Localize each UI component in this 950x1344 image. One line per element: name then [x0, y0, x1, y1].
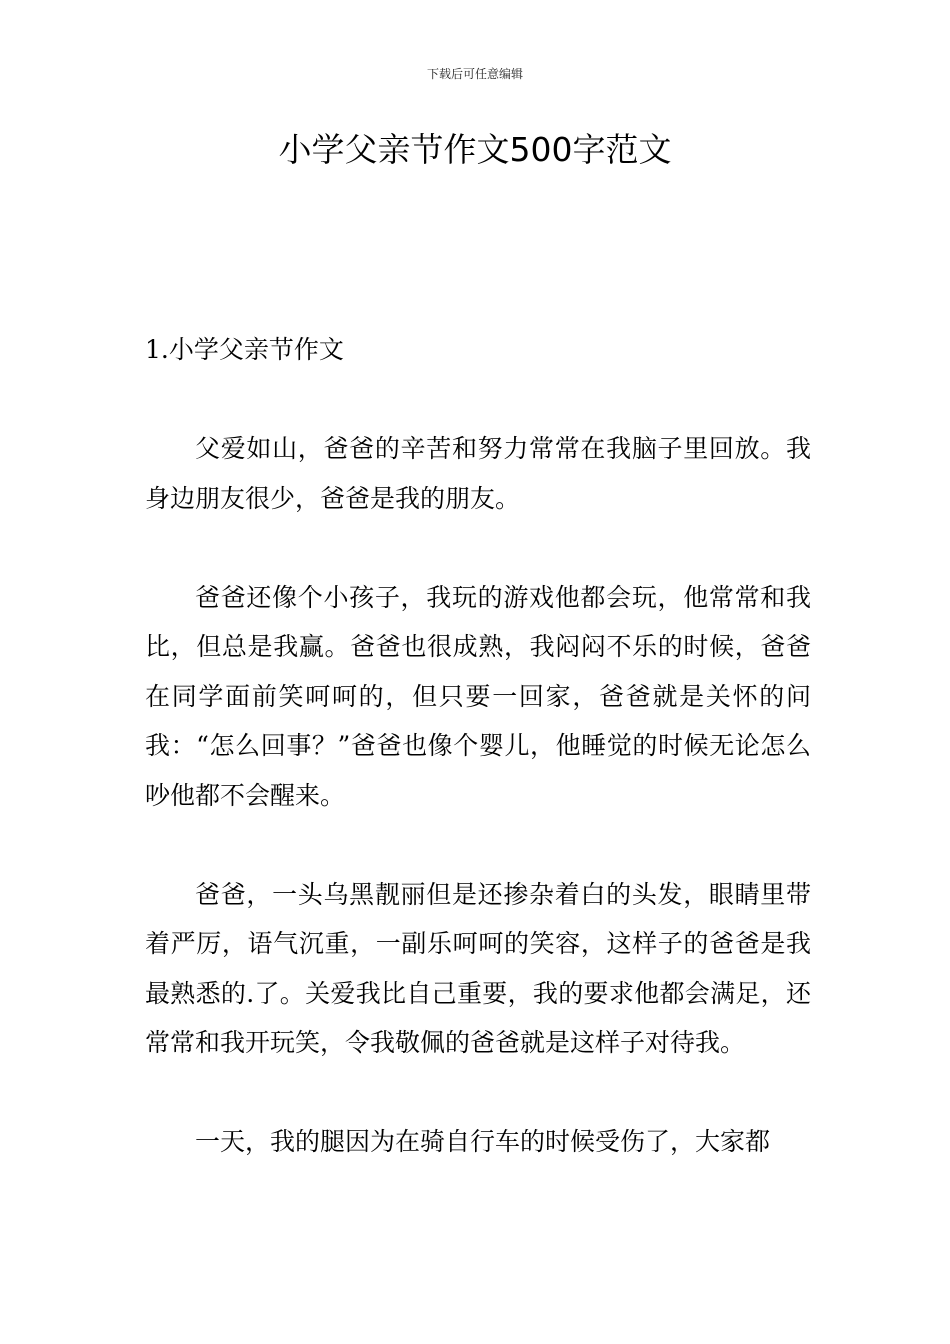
- header-note: 下载后可任意编辑: [426, 67, 523, 81]
- document-body: [145, 325, 811, 1216]
- paragraph-2: 爸爸还像个小孩子，我玩的游戏他都会玩，他常常和我比，但总是我赢。爸爸也很成熟，我闷闷不乐的时候，爸爸在同学面前笑呵呵的，但只要一回家，爸爸就是关怀的问我：“怎么回事？”爸爸也像个婴儿，他睡觉的时候无论怎么吵他都不会醒来。: [145, 582, 811, 810]
- section-heading: 1.小学父亲节作文: [145, 335, 344, 364]
- paragraph-1: 父爱如山，爸爸的辛苦和努力常常在我脑子里回放。我身边朋友很少，爸爸是我的朋友。: [145, 434, 811, 513]
- paragraph-4: 一天，我的腿因为在骑自行车的时候受伤了，大家都: [195, 1127, 771, 1156]
- paragraph-3: 爸爸，一头乌黑靓丽但是还掺杂着白的头发，眼睛里带着严厉，语气沉重，一副乐呵呵的笑容，这样子的爸爸是我最熟悉的.了。关爱我比自己重要，我的要求他都会满足，还常常和我开玩笑，令我敬佩的爸爸就是这样子对待我。: [145, 879, 811, 1057]
- document-title: 小学父亲节作文500字范文: [278, 130, 672, 169]
